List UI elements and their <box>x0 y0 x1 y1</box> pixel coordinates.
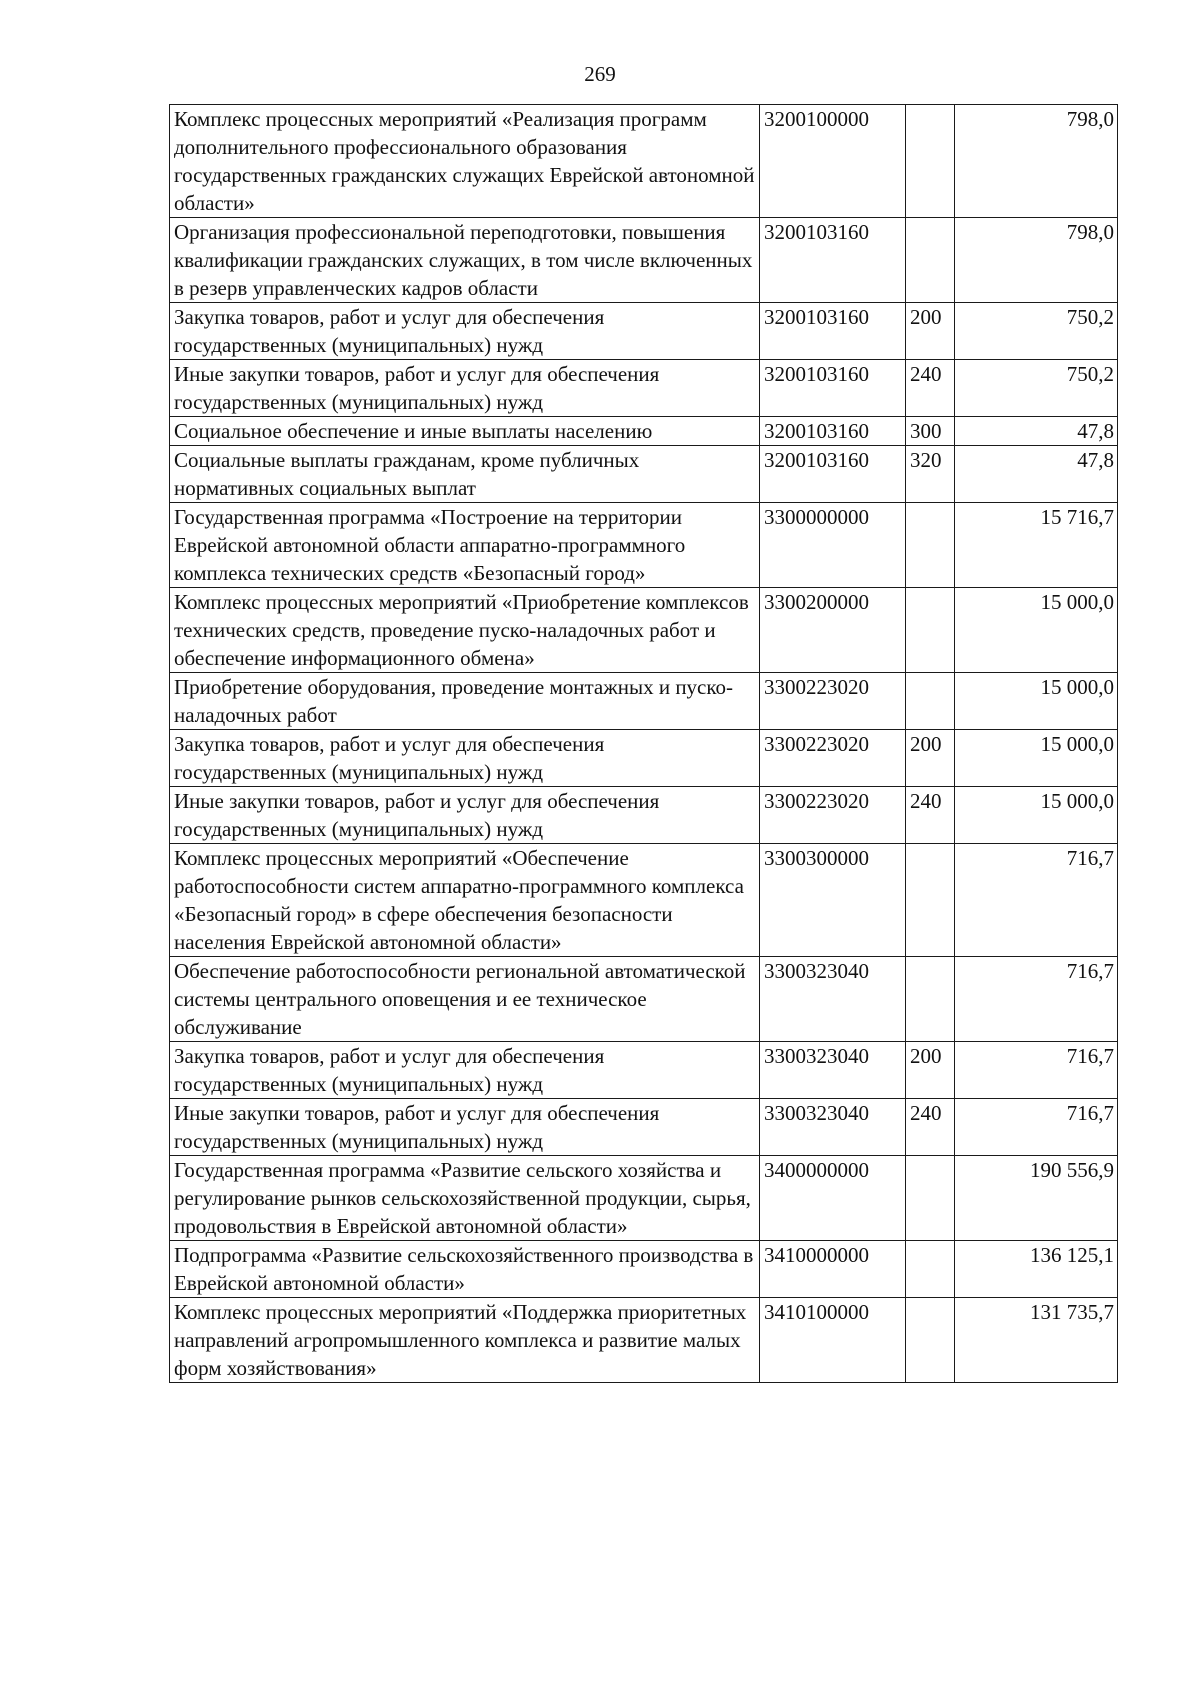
row-type-cell: 200 <box>906 303 955 360</box>
table-row <box>170 105 1118 218</box>
row-type-cell: 320 <box>906 446 955 503</box>
table-row <box>170 503 1118 588</box>
row-type-cell <box>906 957 955 1042</box>
row-code-cell: 3200103160 <box>760 417 906 446</box>
table-row <box>170 360 1118 417</box>
row-type-cell: 200 <box>906 1042 955 1099</box>
row-code-cell: 3200103160 <box>760 218 906 303</box>
row-amount-cell: 716,7 <box>955 844 1118 957</box>
table-row <box>170 1241 1118 1298</box>
table-row <box>170 957 1118 1042</box>
row-name-cell: Закупка товаров, работ и услуг для обеспечения государственных (муниципальных) нужд <box>170 303 760 360</box>
table-row <box>170 303 1118 360</box>
row-name-cell: Комплекс процессных мероприятий «Реализация программ дополнительного профессионального образования государственных гражданских служащих Еврейской автономной области» <box>170 105 760 218</box>
row-code-cell: 3200103160 <box>760 303 906 360</box>
table-row <box>170 730 1118 787</box>
row-type-cell: 240 <box>906 1099 955 1156</box>
table-row <box>170 218 1118 303</box>
row-amount-cell: 716,7 <box>955 1099 1118 1156</box>
row-amount-cell: 716,7 <box>955 957 1118 1042</box>
row-type-cell <box>906 588 955 673</box>
row-name-cell: Иные закупки товаров, работ и услуг для обеспечения государственных (муниципальных) нужд <box>170 360 760 417</box>
table-row <box>170 1156 1118 1241</box>
row-amount-cell: 47,8 <box>955 417 1118 446</box>
row-code-cell: 3300323040 <box>760 1099 906 1156</box>
row-name-cell: Социальное обеспечение и иные выплаты населению <box>170 417 760 446</box>
row-amount-cell: 15 716,7 <box>955 503 1118 588</box>
row-code-cell: 3300223020 <box>760 787 906 844</box>
row-type-cell <box>906 673 955 730</box>
row-amount-cell: 750,2 <box>955 360 1118 417</box>
row-code-cell: 3200100000 <box>760 105 906 218</box>
row-code-cell: 3200103160 <box>760 446 906 503</box>
row-name-cell: Государственная программа «Развитие сельского хозяйства и регулирование рынков сельскохозяйственной продукции, сырья, продовольствия в Еврейской автономной области» <box>170 1156 760 1241</box>
row-name-cell: Государственная программа «Построение на территории Еврейской автономной области аппаратно-программного комплекса технических средств «Безопасный город» <box>170 503 760 588</box>
row-type-cell: 300 <box>906 417 955 446</box>
row-code-cell: 3200103160 <box>760 360 906 417</box>
table-row <box>170 787 1118 844</box>
row-type-cell <box>906 1298 955 1383</box>
row-type-cell: 240 <box>906 360 955 417</box>
row-amount-cell: 190 556,9 <box>955 1156 1118 1241</box>
table-row <box>170 588 1118 673</box>
table-row <box>170 417 1118 446</box>
row-amount-cell: 716,7 <box>955 1042 1118 1099</box>
row-amount-cell: 15 000,0 <box>955 787 1118 844</box>
row-name-cell: Комплекс процессных мероприятий «Обеспечение работоспособности систем аппаратно-программного комплекса «Безопасный город» в сфере обеспечения безопасности населения Еврейской автономной области» <box>170 844 760 957</box>
row-name-cell: Социальные выплаты гражданам, кроме публичных нормативных социальных выплат <box>170 446 760 503</box>
row-name-cell: Иные закупки товаров, работ и услуг для обеспечения государственных (муниципальных) нужд <box>170 1099 760 1156</box>
row-amount-cell: 798,0 <box>955 105 1118 218</box>
row-name-cell: Закупка товаров, работ и услуг для обеспечения государственных (муниципальных) нужд <box>170 730 760 787</box>
table-row <box>170 673 1118 730</box>
table-row <box>170 1042 1118 1099</box>
row-amount-cell: 750,2 <box>955 303 1118 360</box>
page-number: 269 <box>584 62 616 86</box>
row-code-cell: 3300200000 <box>760 588 906 673</box>
row-type-cell <box>906 844 955 957</box>
row-code-cell: 3410000000 <box>760 1241 906 1298</box>
row-amount-cell: 15 000,0 <box>955 588 1118 673</box>
row-name-cell: Закупка товаров, работ и услуг для обеспечения государственных (муниципальных) нужд <box>170 1042 760 1099</box>
row-type-cell: 240 <box>906 787 955 844</box>
table-row <box>170 844 1118 957</box>
row-name-cell: Подпрограмма «Развитие сельскохозяйственного производства в Еврейской автономной области» <box>170 1241 760 1298</box>
row-name-cell: Организация профессиональной переподготовки, повышения квалификации гражданских служащих, в том числе включенных в резерв управленческих кадров области <box>170 218 760 303</box>
budget-table <box>169 104 1118 1383</box>
table-row <box>170 446 1118 503</box>
row-code-cell: 3300300000 <box>760 844 906 957</box>
row-name-cell: Иные закупки товаров, работ и услуг для обеспечения государственных (муниципальных) нужд <box>170 787 760 844</box>
row-amount-cell: 47,8 <box>955 446 1118 503</box>
row-type-cell <box>906 218 955 303</box>
row-amount-cell: 15 000,0 <box>955 673 1118 730</box>
row-code-cell: 3300323040 <box>760 1042 906 1099</box>
row-amount-cell: 136 125,1 <box>955 1241 1118 1298</box>
table-row <box>170 1099 1118 1156</box>
row-name-cell: Комплекс процессных мероприятий «Поддержка приоритетных направлений агропромышленного комплекса и развитие малых форм хозяйствования» <box>170 1298 760 1383</box>
table-row <box>170 1298 1118 1383</box>
row-name-cell: Обеспечение работоспособности региональной автоматической системы центрального оповещения и ее техническое обслуживание <box>170 957 760 1042</box>
row-code-cell: 3410100000 <box>760 1298 906 1383</box>
row-code-cell: 3300223020 <box>760 730 906 787</box>
row-code-cell: 3300000000 <box>760 503 906 588</box>
row-type-cell <box>906 1156 955 1241</box>
row-code-cell: 3300323040 <box>760 957 906 1042</box>
row-name-cell: Приобретение оборудования, проведение монтажных и пуско-наладочных работ <box>170 673 760 730</box>
row-amount-cell: 131 735,7 <box>955 1298 1118 1383</box>
row-code-cell: 3400000000 <box>760 1156 906 1241</box>
row-type-cell <box>906 1241 955 1298</box>
row-amount-cell: 798,0 <box>955 218 1118 303</box>
row-name-cell: Комплекс процессных мероприятий «Приобретение комплексов технических средств, проведение пуско-наладочных работ и обеспечение информационного обмена» <box>170 588 760 673</box>
row-type-cell <box>906 105 955 218</box>
row-type-cell <box>906 503 955 588</box>
row-code-cell: 3300223020 <box>760 673 906 730</box>
budget-table-body <box>170 105 1118 1383</box>
row-amount-cell: 15 000,0 <box>955 730 1118 787</box>
row-type-cell: 200 <box>906 730 955 787</box>
